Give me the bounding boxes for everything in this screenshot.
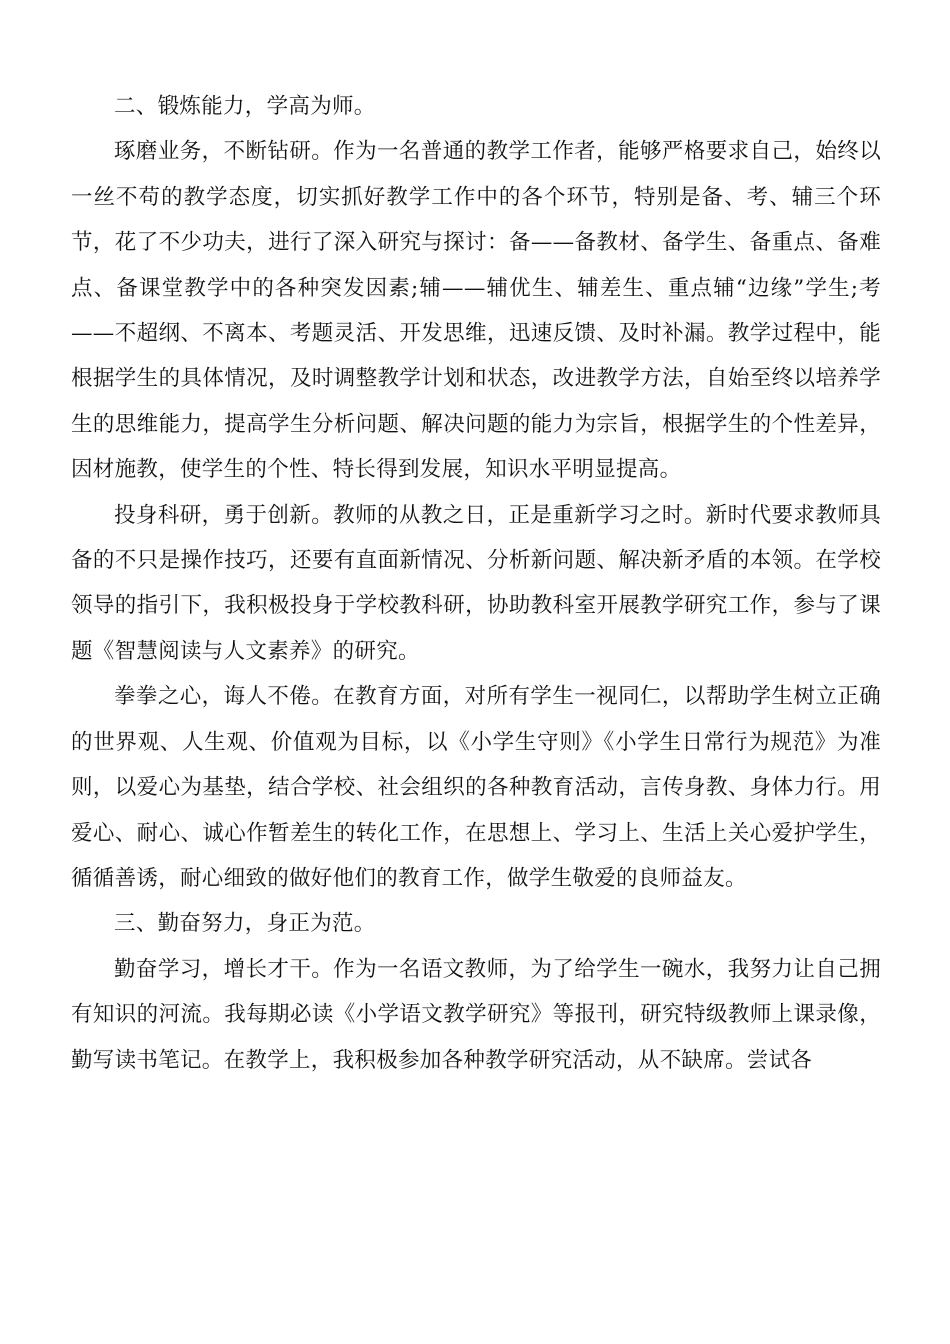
paragraph-study-business: 琢磨业务，不断钻研。作为一名普通的教学工作者，能够严格要求自己，始终以一丝不苟的教学态度，切实抓好教学工作中的各个环节，特别是备、考、辅三个环节，花了不少功夫，进行了深入研究与探讨：备——备教材、备学生、备重点、备难点、备课堂教学中的各种突发因素;辅——辅优生、辅差生、重点辅“边缘”学生;考——不超纲、不离本、考题灵活、开发思维，迅速反馈、及时补漏。教学过程中，能根据学生的具体情况，及时调整教学计划和状态，改进教学方法，自始至终以培养学生的思维能力，提高学生分析问题、解决问题的能力为宗旨，根据学生的个性差异，因材施教，使学生的个性、特长得到发展，知识水平明显提高。 bbox=[71, 139, 881, 483]
paragraph-diligent-study: 勤奋学习，增长才干。作为一名语文教师，为了给学生一碗水，我努力让自己拥有知识的河流。我每期必读《小学语文教学研究》等报刊，研究特级教师上课录像，勤写读书笔记。在教学上，我积极参加各种教学研究活动，从不缺席。尝试各 bbox=[71, 956, 881, 1073]
document-body bbox=[71, 84, 881, 1083]
paragraph-research-innovation: 投身科研，勇于创新。教师的从教之日，正是重新学习之时。新时代要求教师具备的不只是操作技巧，还要有直面新情况、分析新问题、解决新矛盾的本领。在学校领导的指引下，我积极投身于学校教科研，协助教科室开展教学研究工作，参与了课题《智慧阅读与人文素养》的研究。 bbox=[71, 502, 881, 664]
section-heading-2: 二、锻炼能力，学高为师。 bbox=[114, 94, 376, 119]
paragraph-teaching-heart: 拳拳之心，诲人不倦。在教育方面，对所有学生一视同仁，以帮助学生树立正确的世界观、人生观、价值观为目标，以《小学生守则》《小学生日常行为规范》为准则，以爱心为基垫，结合学校、社会组织的各种教育活动，言传身教、身体力行。用爱心、耐心、诚心作暂差生的转化工作，在思想上、学习上、生活上关心爱护学生，循循善诱，耐心细致的做好他们的教育工作，做学生敬爱的良师益友。 bbox=[71, 684, 881, 891]
section-heading-3: 三、勤奋努力，身正为范。 bbox=[114, 911, 376, 937]
